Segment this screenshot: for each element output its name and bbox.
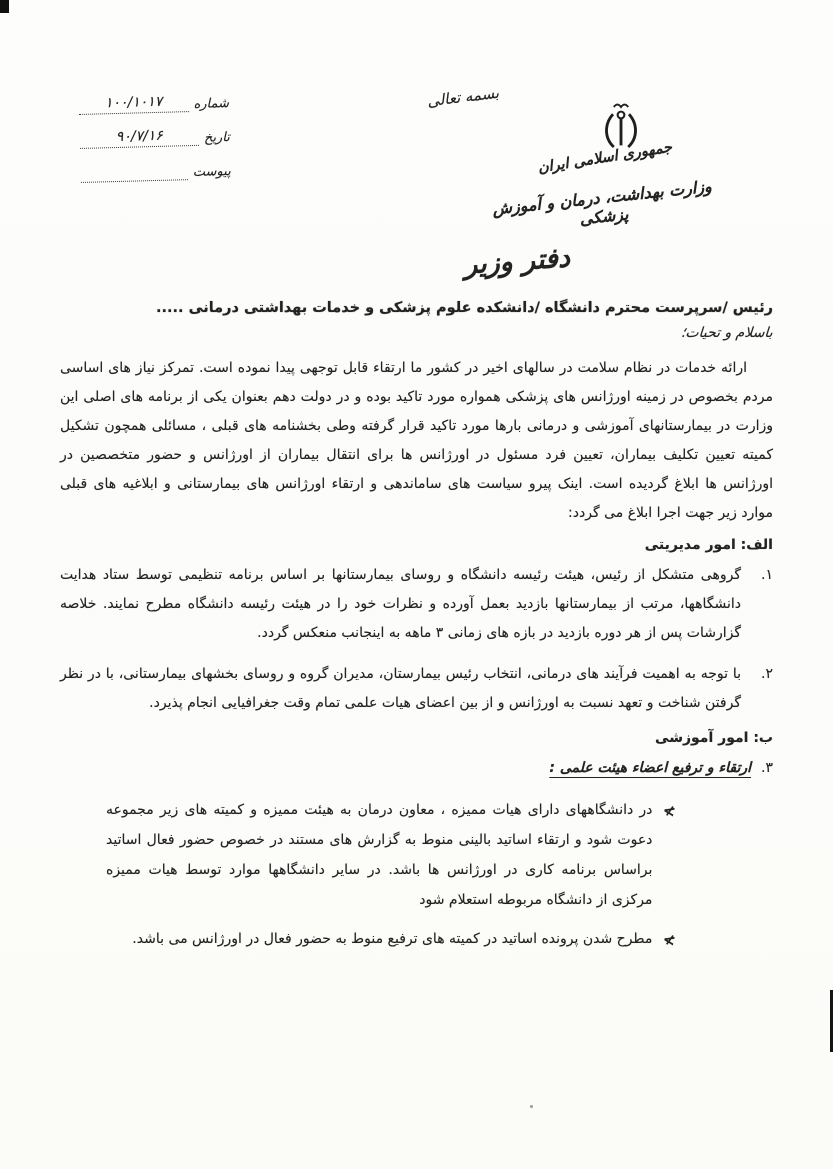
section-b-title: ب: امور آموزشی <box>655 729 773 746</box>
bullet-item-1 <box>106 795 677 915</box>
ref-attachment-row <box>80 160 230 183</box>
bullet2-text: مطرح شدن پرونده اساتید در کمیته های ترفیع منوط به حضور فعال در اورژانس می باشد. <box>132 931 653 948</box>
intro-paragraph: ارائه خدمات در نظام سلامت در سالهای اخیر در کشور ما ارتقاء قابل توجهی پیدا نموده است. تمرکز نیاز های اساسی مردم بخصوص در زمینه اورژانس های پزشکی همواره مورد تاکید بوده و در دولت دهم بعنوان یکی از برنامه های اصلی این وزارت در بیمارستانهای آموزشی و درمانی بارها مورد تاکید قرار گرفته وطی بخشنامه های قبلی ، مسائلی همچون تشکیل کمیته تعیین تکلیف بیماران، تعیین فرد مسئول در اورژانس ها برای انتقال بیماران از اورژانس و حضور متخصصین در اورژانس ها ابلاغ گردیده است. اینک پیرو سیاست های ساماندهی و ارتقاء اورژانس های بیمارستانی و ابلاغیه های قبلی موارد زیر جهت اجرا ابلاغ می گردد: <box>60 360 773 521</box>
ref-number-label: شماره <box>193 96 230 112</box>
bullet1-text: در دانشگاههای دارای هیات ممیزه ، معاون درمان به هیئت ممیزه و کمیته های زیر مجموعه دعوت شود و ارتقاء اساتید بالینی منوط به گزارش های مستند در خصوص حضور فعال اساتید براساس برنامه کاری در اورژانس ها باشد. در سایر دانشگاهها موارد توسط هیات ممیزه مرکزی از دانشگاه مربوطه استعلام شود <box>106 801 653 908</box>
bullet-item-2 <box>106 924 677 954</box>
item2-number: ۲. <box>761 665 773 682</box>
letter-body <box>60 300 773 963</box>
section-a-title: الف: امور مدیریتی <box>644 536 773 553</box>
ref-attachment-label: پیوست <box>192 164 231 181</box>
ref-date-row <box>80 126 230 149</box>
item1-number: ۱. <box>761 566 773 583</box>
hand-tick-icon: ≯ <box>661 929 678 951</box>
addressee-line: رئیس /سرپرست محترم دانشگاه /دانشکده علوم پزشکی و خدمات بهداشتی درمانی ..... <box>156 300 773 316</box>
ref-number-value: ۱۰۰/۱۰۱۷ <box>79 93 189 115</box>
reference-block <box>79 92 232 198</box>
list-item-2 <box>60 660 773 718</box>
item3-row <box>60 754 773 782</box>
ref-attachment-value <box>80 161 188 183</box>
bullet-list <box>106 795 677 954</box>
ref-date-value: ۹۰/۷/۱۶ <box>80 127 200 149</box>
item1-text: گروهی متشکل از رئیس، هیئت رئیسه دانشگاه و روسای بیمارستانها بر اساس برنامه تنظیمی توسط ستاد هدایت دانشگاهها، مرتب از بیمارستانها بازدید بعمل آورده و نظرات خود را در هیئت رئیسه دانشگاه مطرح نمایند. خلاصه گزارشات پس از هر دوره بازدید در بازه های زمانی ۳ ماهه به اینجانب منعکس گردد. <box>60 566 741 641</box>
list-item-1 <box>60 561 773 648</box>
ref-number-row <box>79 92 229 115</box>
scan-speck <box>530 1105 533 1108</box>
bismillah-text: بسمه تعالی <box>426 83 500 111</box>
org-name-line1: جمهوری اسلامی ایران <box>536 139 674 177</box>
scan-corner-artifact <box>0 0 9 13</box>
salutation-line: باسلام و تحیات؛ <box>680 325 774 341</box>
item2-text: با توجه به اهمیت فرآیند های درمانی، انتخاب رئیس بیمارستان، مدیران گروه و روسای بخشهای بیمارستانی، با در نظر گرفتن شناخت و تعهد نسبت به اورژانس و از بین اعضای هیات علمی تمام وقت جغرافیایی انجام پذیرد. <box>60 665 741 711</box>
item3-number: ۳. <box>761 759 773 776</box>
org-name-line2: وزارت بهداشت، درمان و آموزش پزشکی <box>491 176 713 229</box>
minister-office-title: دفتر وزیر <box>463 242 571 281</box>
hand-tick-icon: ≯ <box>661 800 678 821</box>
ref-date-label: تاریخ <box>203 130 231 146</box>
item3-title: ارتقاء و ترفیع اعضاء هیئت علمی : <box>549 759 752 776</box>
